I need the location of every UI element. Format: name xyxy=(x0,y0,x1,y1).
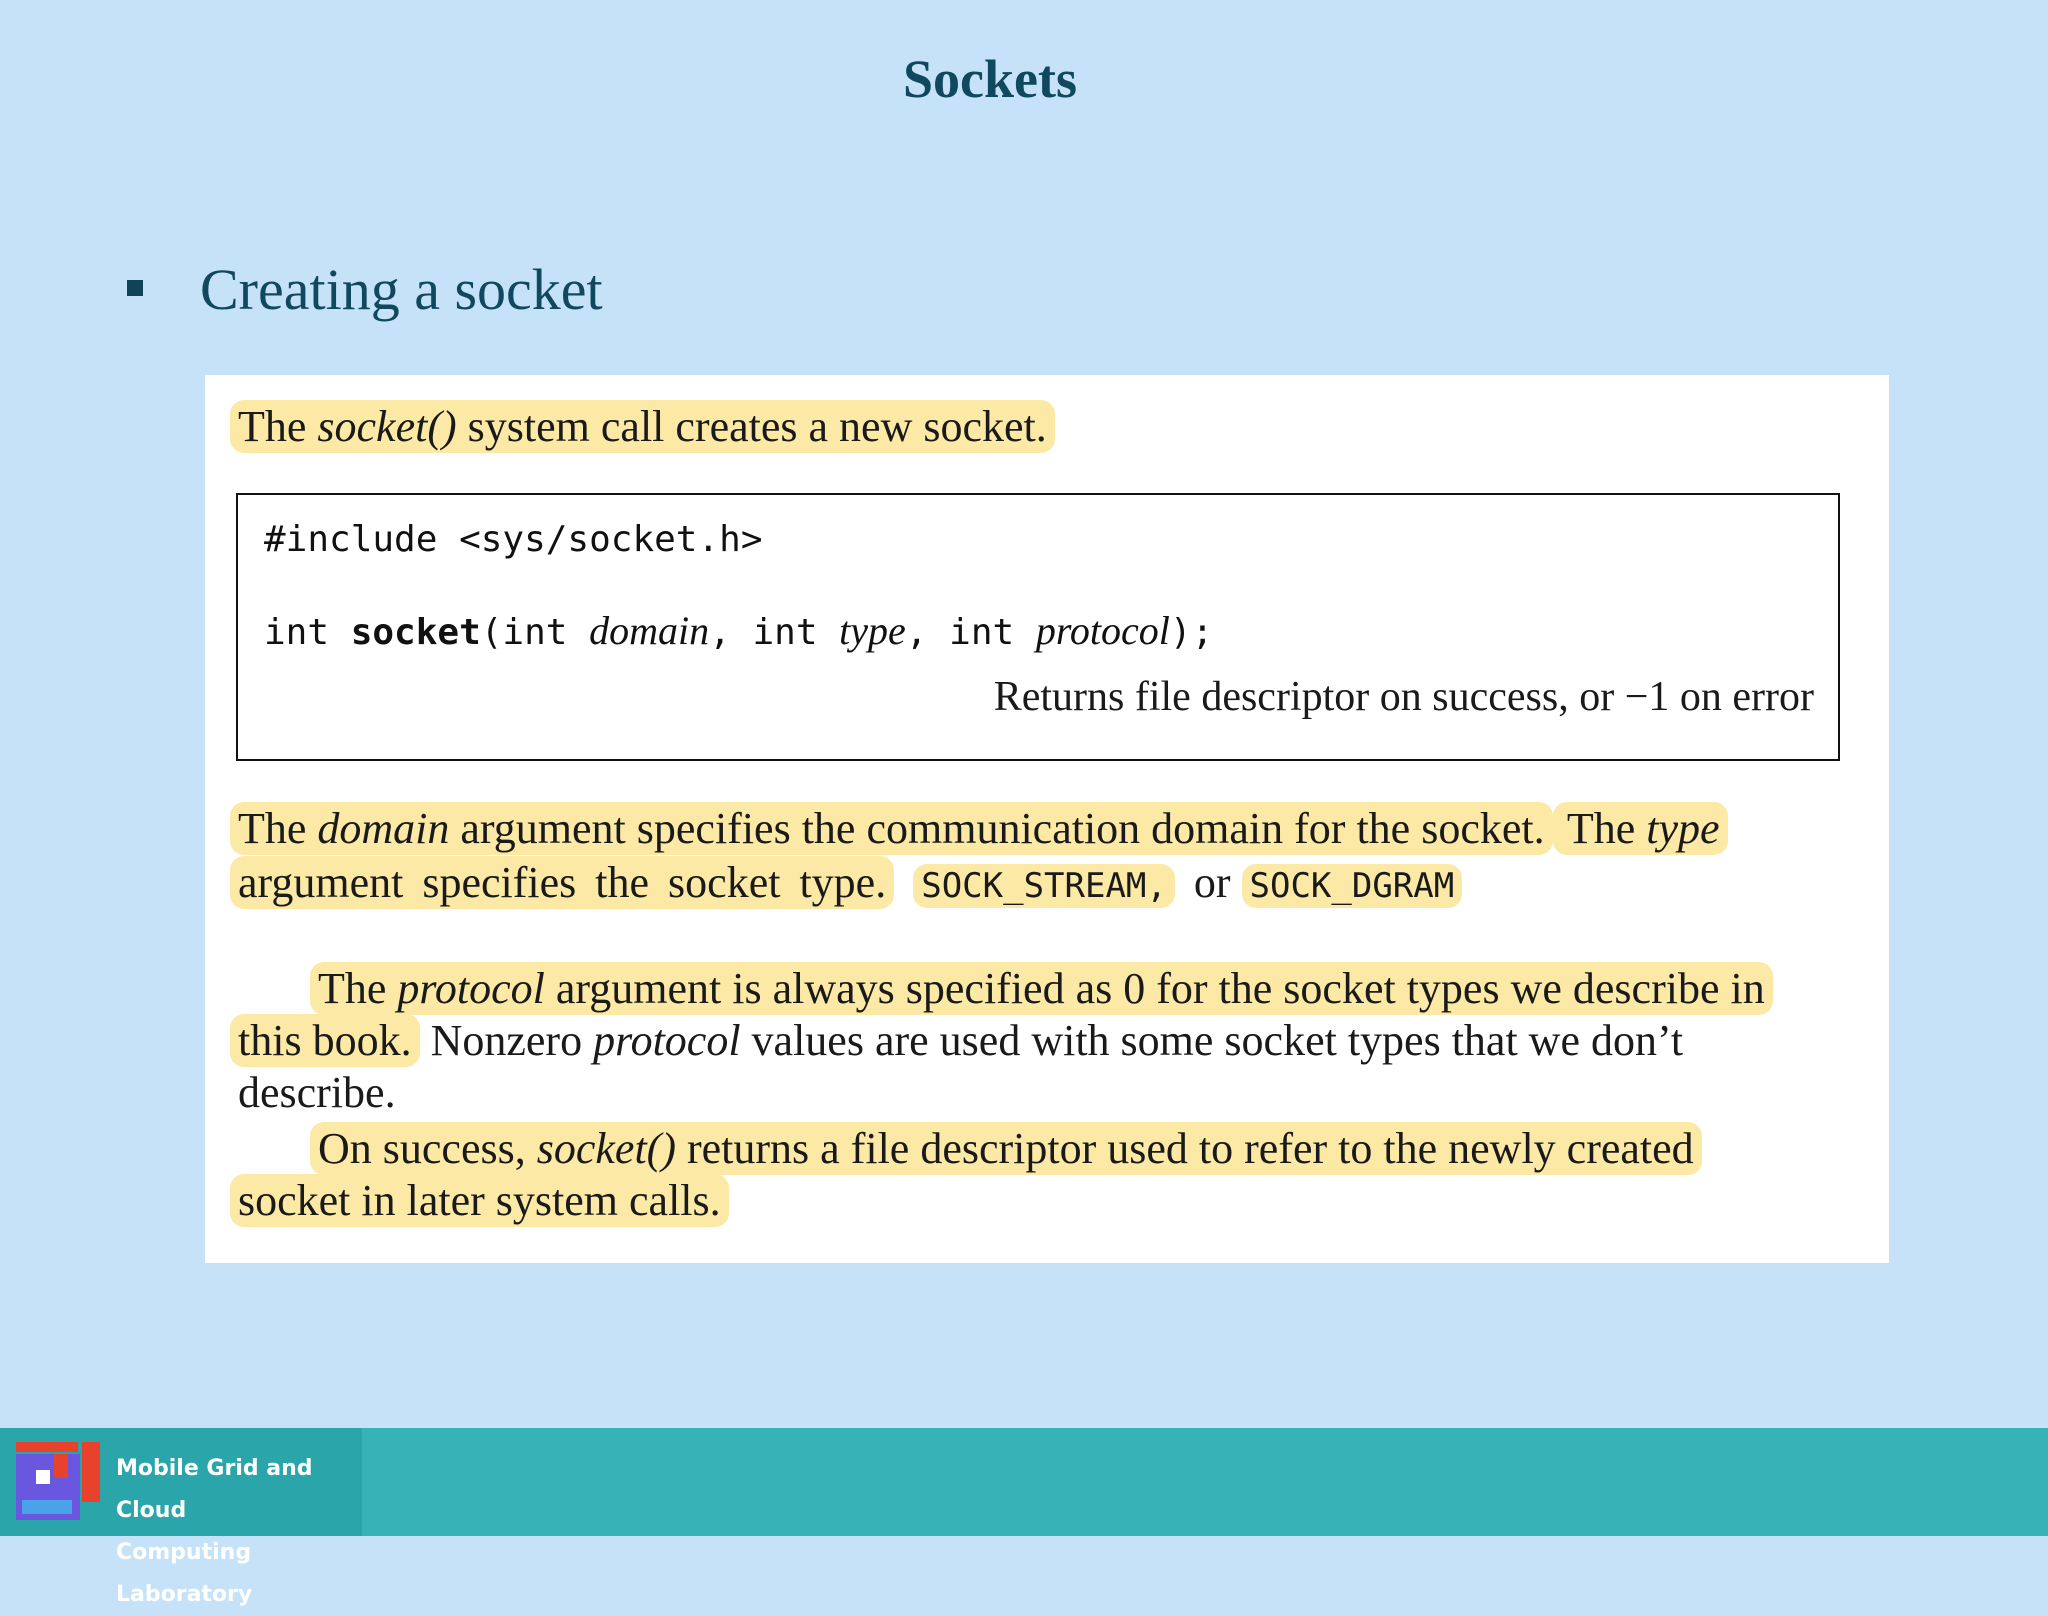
code-include: #include <sys/socket.h> xyxy=(264,519,763,560)
para3-line2: socket in later system calls. xyxy=(230,1175,729,1226)
intro-line: The socket() system call creates a new socket. xyxy=(230,401,1055,452)
slide-title: Sockets xyxy=(903,49,1077,109)
para3-line1: On success, socket() returns a file descriptor used to refer to the newly created xyxy=(310,1123,1702,1174)
lab-logo-block xyxy=(0,1428,362,1607)
bullet-text: Creating a socket xyxy=(200,257,603,322)
code-box xyxy=(236,493,1840,761)
code-returns: Returns file descriptor on success, or −1 on error xyxy=(993,674,1814,720)
book-excerpt-panel xyxy=(205,375,1889,1263)
para2-line2: this book. Nonzero protocol values are used with some socket types that we don’t xyxy=(230,1015,1683,1066)
footer-bar xyxy=(0,1428,2048,1607)
lab-name-line2: Computing Laboratory xyxy=(116,1540,253,1607)
para2-line1: The protocol argument is always specified as 0 for the socket types we describe in xyxy=(310,963,1773,1014)
lab-name-line1: Mobile Grid and Cloud xyxy=(116,1456,313,1523)
para1-line2: argument specifies the socket type. SOCK_STREAM, or SOCK_DGRAM xyxy=(230,857,1462,908)
code-signature: int socket(int domain, int type, int protocol); xyxy=(264,608,1214,653)
para2-line3: describe. xyxy=(238,1068,396,1117)
bullet-marker xyxy=(127,280,143,296)
lab-logo-icon xyxy=(14,1440,104,1524)
para1-line1: The domain argument specifies the communication domain for the socket. The type xyxy=(230,803,1728,854)
